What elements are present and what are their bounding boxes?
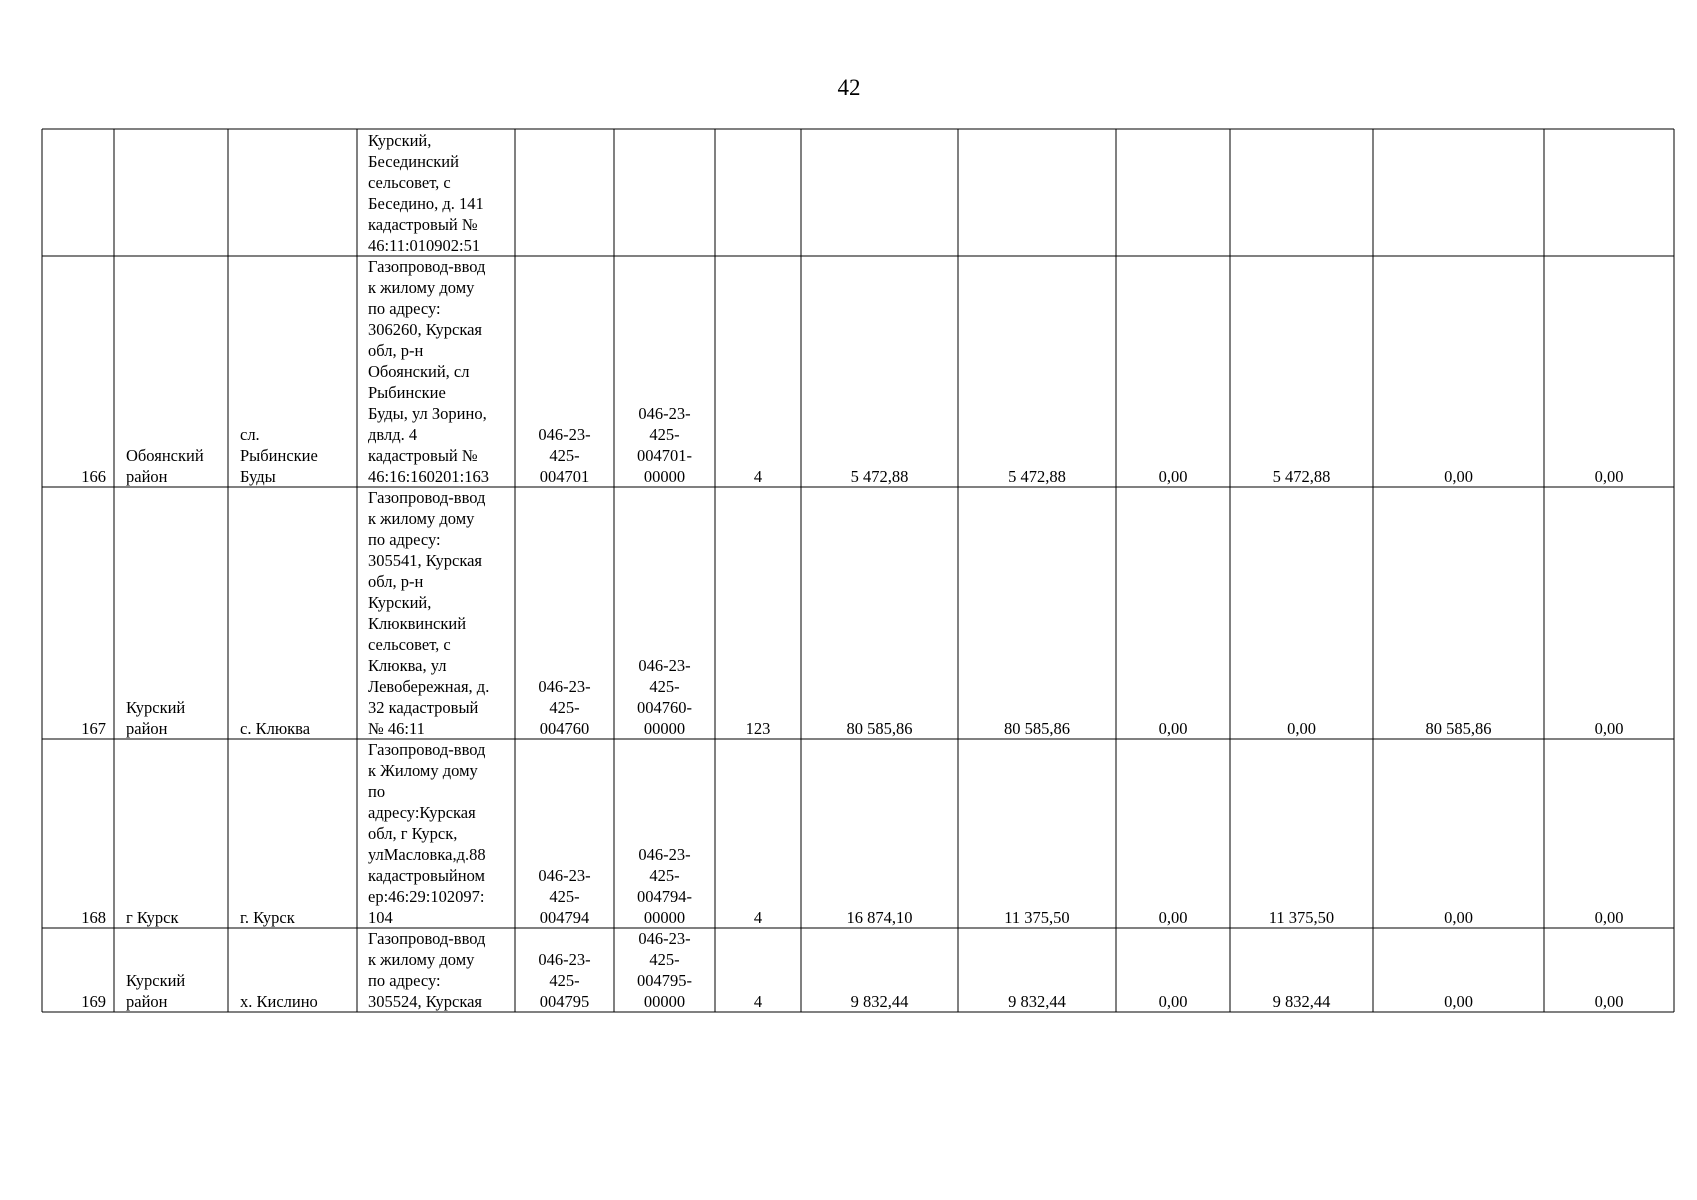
cell-amount-col-2 — [1008, 467, 1066, 486]
cell-line: 046-23- — [638, 929, 691, 948]
cell-line: по — [368, 782, 386, 801]
cell-line: Курский, — [368, 131, 432, 150]
cell-line: 0,00 — [1158, 467, 1188, 486]
cell-row-number — [81, 908, 106, 927]
cell-line: Газопровод-ввод — [368, 740, 486, 759]
cell-row-number — [81, 992, 106, 1011]
cell-line: 0,00 — [1158, 992, 1188, 1011]
cell-line: 0,00 — [1444, 992, 1473, 1011]
cell-line: адресу:Курская — [368, 803, 476, 822]
cell-line: 425- — [549, 698, 580, 717]
cell-line: Бесединский — [368, 152, 459, 171]
cell-amount-col-3 — [1159, 908, 1188, 927]
cell-quantity — [746, 719, 771, 738]
cell-line: 0,00 — [1594, 992, 1624, 1011]
cell-line: 004794 — [539, 908, 590, 927]
cell-quantity — [754, 908, 762, 927]
cell-line: 0,00 — [1594, 719, 1624, 738]
cell-line: Газопровод-ввод — [368, 488, 486, 507]
cell-line: 046-23- — [638, 656, 691, 675]
cell-line: 46:16:160201:163 — [368, 467, 490, 486]
cell-line: 004795 — [539, 992, 590, 1011]
page-number: 42 — [837, 75, 861, 100]
cell-amount-col-5 — [1444, 908, 1473, 927]
cell-line: двлд. 4 — [368, 425, 418, 444]
cell-line: ер:46:29:102097: — [368, 887, 485, 906]
cell-line: 425- — [649, 950, 680, 969]
cell-line: 00000 — [643, 719, 686, 738]
cell-line: Буды, ул Зорино, — [368, 404, 487, 423]
cell-amount-col-2 — [1004, 719, 1070, 738]
cell-line: 9 832,44 — [1272, 992, 1331, 1011]
cell-row-number — [81, 719, 106, 738]
cell-line: Курский — [126, 698, 186, 717]
cell-line: Буды — [240, 467, 276, 486]
cell-line: 425- — [649, 425, 680, 444]
cell-line: Рыбинские — [240, 446, 318, 465]
cell-line: х. Кислино — [240, 992, 318, 1011]
cell-line: 425- — [649, 866, 680, 885]
cell-settlement — [240, 992, 318, 1011]
cell-line: 32 кадастровый — [368, 698, 479, 717]
cell-line: 046-23- — [538, 425, 591, 444]
cell-amount-col-2 — [1004, 908, 1069, 927]
cell-line: 5 472,88 — [1008, 467, 1066, 486]
cell-line: Курский, — [368, 593, 432, 612]
cell-line: 168 — [81, 908, 106, 927]
cell-quantity — [754, 992, 762, 1011]
cell-amount-total — [847, 719, 913, 738]
cell-amount-total — [847, 908, 913, 927]
cell-amount-col-3 — [1159, 719, 1188, 738]
cell-line: 004701 — [539, 467, 590, 486]
cell-line: 046-23- — [538, 866, 591, 885]
cell-amount-col-5 — [1426, 719, 1492, 738]
cell-amount-col-3 — [1159, 992, 1188, 1011]
cell-line: 104 — [368, 908, 393, 927]
cell-line: 9 832,44 — [1008, 992, 1066, 1011]
cell-amount-col-6 — [1595, 467, 1624, 486]
cell-line: 046-23- — [638, 404, 691, 423]
cell-line: 046-23- — [638, 845, 691, 864]
cell-line: 004794- — [637, 887, 692, 906]
cell-line: Газопровод-ввод — [368, 257, 486, 276]
cell-amount-col-6 — [1595, 908, 1624, 927]
cell-line: 80 585,86 — [1004, 719, 1070, 738]
cell-line: 046-23- — [538, 950, 591, 969]
cell-line: Беседино, д. 141 — [368, 194, 484, 213]
cell-line: Газопровод-ввод — [368, 929, 486, 948]
cell-line: 11 375,50 — [1268, 908, 1335, 927]
cell-line: 5 472,88 — [1272, 467, 1331, 486]
cell-line: район — [126, 992, 168, 1011]
cell-line: 0,00 — [1158, 719, 1188, 738]
cell-line: 9 832,44 — [850, 992, 909, 1011]
cell-line: Обоянский, сл — [368, 362, 470, 381]
cell-line: кадастровый № — [368, 215, 478, 234]
cell-line: обл, г Курск, — [368, 824, 458, 843]
cell-line: 425- — [649, 677, 680, 696]
cell-line: г Курск — [126, 908, 179, 927]
cell-line: улМасловка,д.88 — [368, 845, 486, 864]
cell-line: 425- — [549, 971, 580, 990]
cell-district — [126, 908, 179, 927]
cell-line: к жилому дому — [368, 509, 475, 528]
cell-line: 80 585,86 — [1425, 719, 1492, 738]
cell-line: кадастровыйном — [368, 866, 485, 885]
cell-line: 004795- — [637, 971, 692, 990]
cell-line: 167 — [81, 719, 106, 738]
cell-quantity — [754, 467, 762, 486]
cell-line: 00000 — [643, 908, 686, 927]
cell-line: по адресу: — [368, 530, 441, 549]
cell-line: 0,00 — [1594, 908, 1624, 927]
cell-line: 0,00 — [1287, 719, 1316, 738]
cell-line: сл. — [240, 425, 260, 444]
cell-amount-col-4 — [1287, 719, 1316, 738]
cell-line: 004760- — [637, 698, 692, 717]
cell-line: район — [126, 719, 168, 738]
cell-amount-col-4 — [1273, 467, 1331, 486]
cell-settlement — [240, 908, 296, 927]
cell-line: Рыбинские — [368, 383, 446, 402]
cell-line: обл, р-н — [368, 572, 424, 591]
cell-amount-col-4 — [1273, 992, 1331, 1011]
cell-line: 166 — [81, 467, 106, 486]
cell-line: с. Клюква — [240, 719, 311, 738]
cell-line: 004760 — [539, 719, 590, 738]
cell-line: 16 874,10 — [846, 908, 913, 927]
cell-line: 80 585,86 — [846, 719, 913, 738]
cell-line: 305541, Курская — [368, 551, 483, 570]
cell-line: к жилому дому — [368, 950, 475, 969]
cell-amount-total — [851, 467, 909, 486]
cell-line: 4 — [753, 908, 763, 927]
cell-settlement — [240, 719, 311, 738]
cell-line: 004701- — [637, 446, 692, 465]
cell-amount-col-6 — [1595, 992, 1624, 1011]
cell-line: 00000 — [643, 467, 686, 486]
cell-line: 425- — [549, 446, 580, 465]
cell-line: сельсовет, с — [368, 635, 451, 654]
cell-line: 425- — [549, 887, 580, 906]
cell-line: 123 — [745, 719, 771, 738]
cell-line: кадастровый № — [368, 446, 478, 465]
cell-line: г. Курск — [240, 908, 295, 927]
cell-line: 4 — [753, 992, 763, 1011]
cell-line: по адресу: — [368, 299, 441, 318]
cell-amount-col-2 — [1008, 992, 1066, 1011]
cell-line: сельсовет, с — [368, 173, 451, 192]
cell-line: обл, р-н — [368, 341, 424, 360]
cell-amount-total — [851, 992, 909, 1011]
cell-line: 46:11:010902:51 — [368, 236, 481, 255]
cell-line: к Жилому дому — [368, 761, 478, 780]
cell-line: район — [126, 467, 168, 486]
cell-line: Клюква, ул — [368, 656, 447, 675]
cell-row-number — [81, 467, 106, 486]
cell-amount-col-5 — [1444, 992, 1473, 1011]
cell-line: 0,00 — [1444, 908, 1473, 927]
cell-line: 0,00 — [1158, 908, 1188, 927]
cell-line: Обоянский — [126, 446, 204, 465]
cell-amount-col-6 — [1595, 719, 1624, 738]
cell-line: Клюквинский — [368, 614, 467, 633]
cell-line: 11 375,50 — [1004, 908, 1070, 927]
cell-amount-col-3 — [1159, 467, 1188, 486]
cell-line: 046-23- — [538, 677, 591, 696]
cell-amount-col-4 — [1269, 908, 1334, 927]
cell-line: 00000 — [643, 992, 686, 1011]
cell-line: 5 472,88 — [850, 467, 909, 486]
cell-line: 306260, Курская — [368, 320, 483, 339]
cell-line: Курский — [126, 971, 186, 990]
cell-amount-col-5 — [1444, 467, 1473, 486]
cell-line: 0,00 — [1444, 467, 1473, 486]
cell-line: 0,00 — [1594, 467, 1624, 486]
cell-line: по адресу: — [368, 971, 441, 990]
cell-line: 169 — [81, 992, 106, 1011]
cell-line: к жилому дому — [368, 278, 475, 297]
cell-line: 4 — [753, 467, 763, 486]
cell-line: Левобережная, д. — [368, 677, 490, 696]
cell-line: № 46:11 — [368, 719, 425, 738]
cell-line: 305524, Курская — [368, 992, 483, 1011]
